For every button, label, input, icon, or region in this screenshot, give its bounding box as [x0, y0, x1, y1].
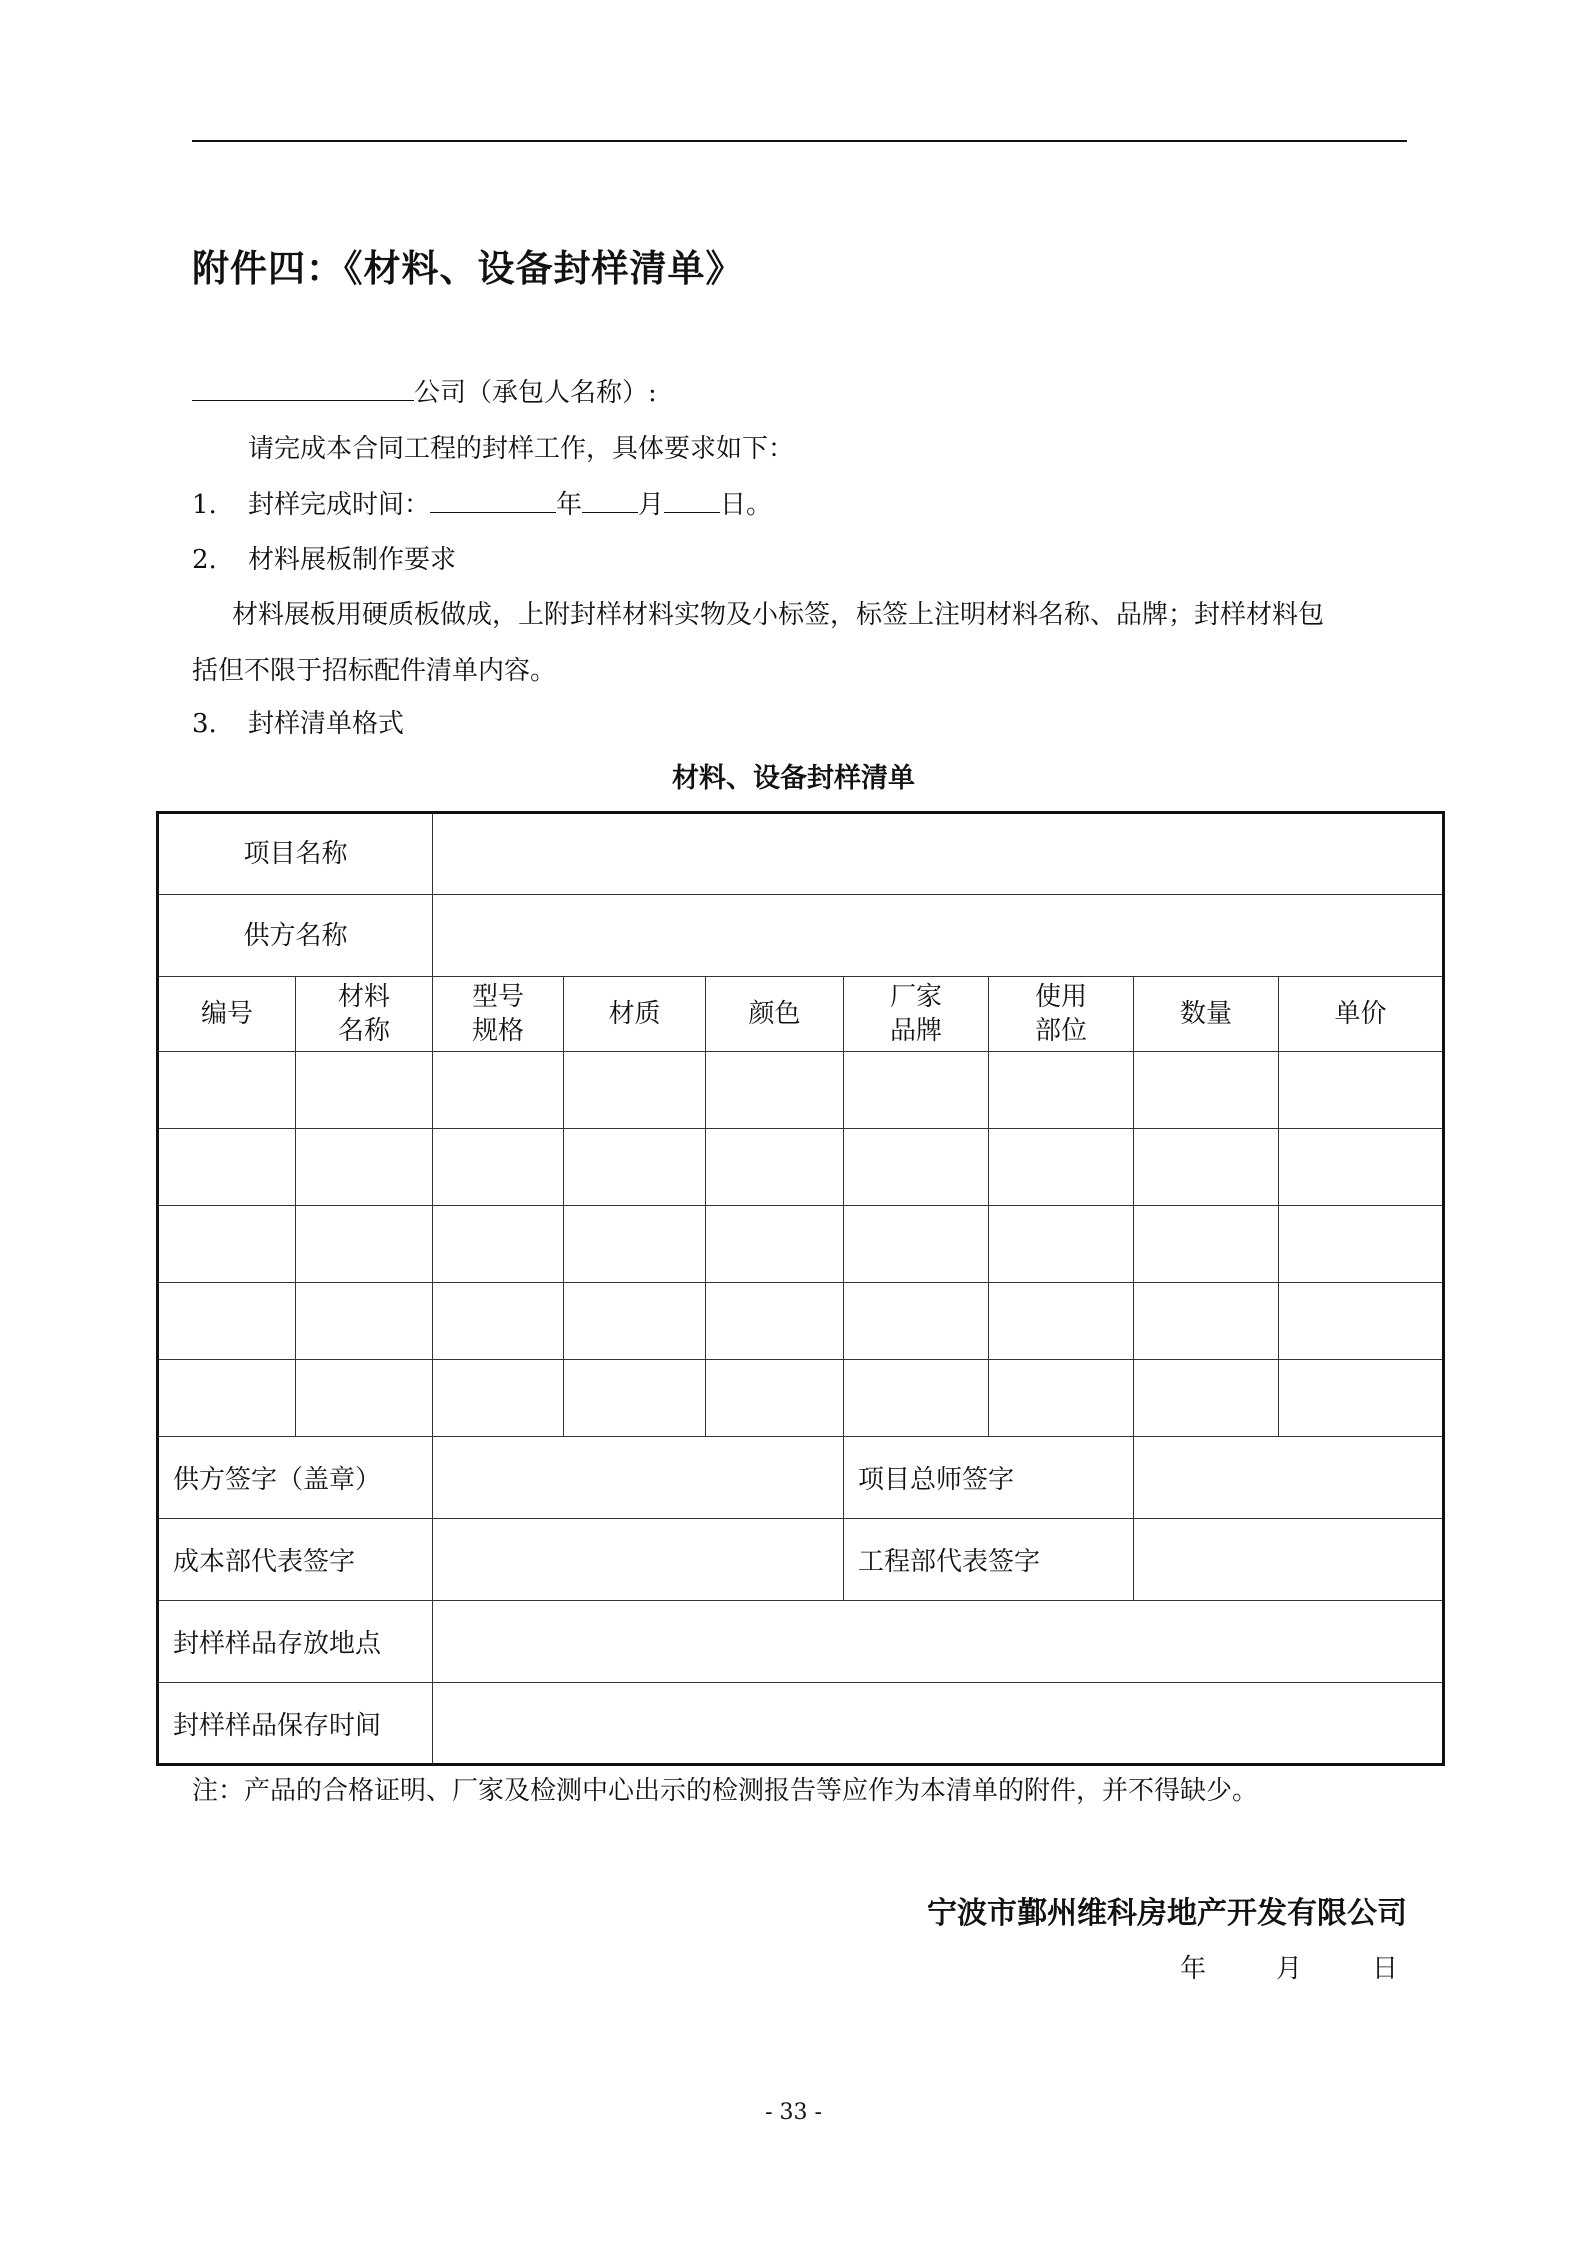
month-blank[interactable]: [582, 486, 638, 513]
table-row: [158, 1206, 1444, 1283]
header-brand: 厂家 品牌: [844, 977, 989, 1052]
page-number: - 33 -: [765, 2100, 822, 2125]
cost-dept-sign-field[interactable]: [433, 1519, 844, 1601]
appendix-heading: 附件四：《材料、设备封样清单》: [192, 247, 744, 290]
header-unit-price: 单价: [1279, 977, 1444, 1052]
intro-text: 请完成本合同工程的封样工作，具体要求如下：: [248, 434, 795, 464]
table-row: [158, 1129, 1444, 1206]
year-blank[interactable]: [430, 486, 556, 513]
supplier-sign-label: 供方签字（盖章）: [158, 1437, 433, 1519]
paragraph-line-2: 括但不限于招标配件清单内容。: [192, 656, 557, 686]
day-blank[interactable]: [664, 486, 720, 513]
header-no: 编号: [158, 977, 296, 1052]
company-name-blank[interactable]: [192, 374, 414, 401]
table-title: 材料、设备封样清单: [672, 763, 915, 794]
column-header-row: [158, 977, 1444, 1052]
paragraph-line-1: 材料展板用硬质板做成，上附封样材料实物及小标签，标签上注明材料名称、品牌；封样材料包: [232, 600, 1325, 630]
header-rule: [192, 140, 1407, 142]
project-name-label: 项目名称: [158, 813, 433, 895]
item-3: 3. 封样清单格式: [192, 709, 405, 739]
chief-engineer-sign-label: 项目总师签字: [844, 1437, 1134, 1519]
eng-dept-sign-label: 工程部代表签字: [844, 1519, 1134, 1601]
table-row: [158, 1360, 1444, 1437]
company-name: 宁波市鄞州维科房地产开发有限公司: [927, 1896, 1407, 1931]
footnote: 注：产品的合格证明、厂家及检测中心出示的检测报告等应作为本清单的附件，并不得缺少。: [192, 1776, 1259, 1806]
sample-duration-field[interactable]: [433, 1683, 1444, 1765]
header-model-spec: 型号 规格: [433, 977, 564, 1052]
company-line: 公司（承包人名称）:: [192, 372, 657, 409]
supplier-name-field[interactable]: [433, 895, 1444, 977]
sample-duration-label: 封样样品保存时间: [158, 1683, 433, 1765]
sample-location-label: 封样样品存放地点: [158, 1601, 433, 1683]
table-row: [158, 1283, 1444, 1360]
header-quantity: 数量: [1134, 977, 1279, 1052]
eng-dept-sign-field[interactable]: [1134, 1519, 1444, 1601]
project-name-field[interactable]: [433, 813, 1444, 895]
header-material-name: 材料 名称: [296, 977, 433, 1052]
header-use-location: 使用 部位: [989, 977, 1134, 1052]
sign-date: 年 月 日: [1180, 1954, 1399, 1984]
supplier-name-label: 供方名称: [158, 895, 433, 977]
item-1: 1. 封样完成时间： 年 月 日。: [192, 484, 772, 521]
header-material: 材质: [564, 977, 706, 1052]
sample-list-table: [156, 811, 1445, 1766]
item-2: 2. 材料展板制作要求: [192, 545, 457, 575]
chief-engineer-sign-field[interactable]: [1134, 1437, 1444, 1519]
cost-dept-sign-label: 成本部代表签字: [158, 1519, 433, 1601]
supplier-sign-field[interactable]: [433, 1437, 844, 1519]
sample-location-field[interactable]: [433, 1601, 1444, 1683]
header-color: 颜色: [706, 977, 844, 1052]
table-row: [158, 1052, 1444, 1129]
